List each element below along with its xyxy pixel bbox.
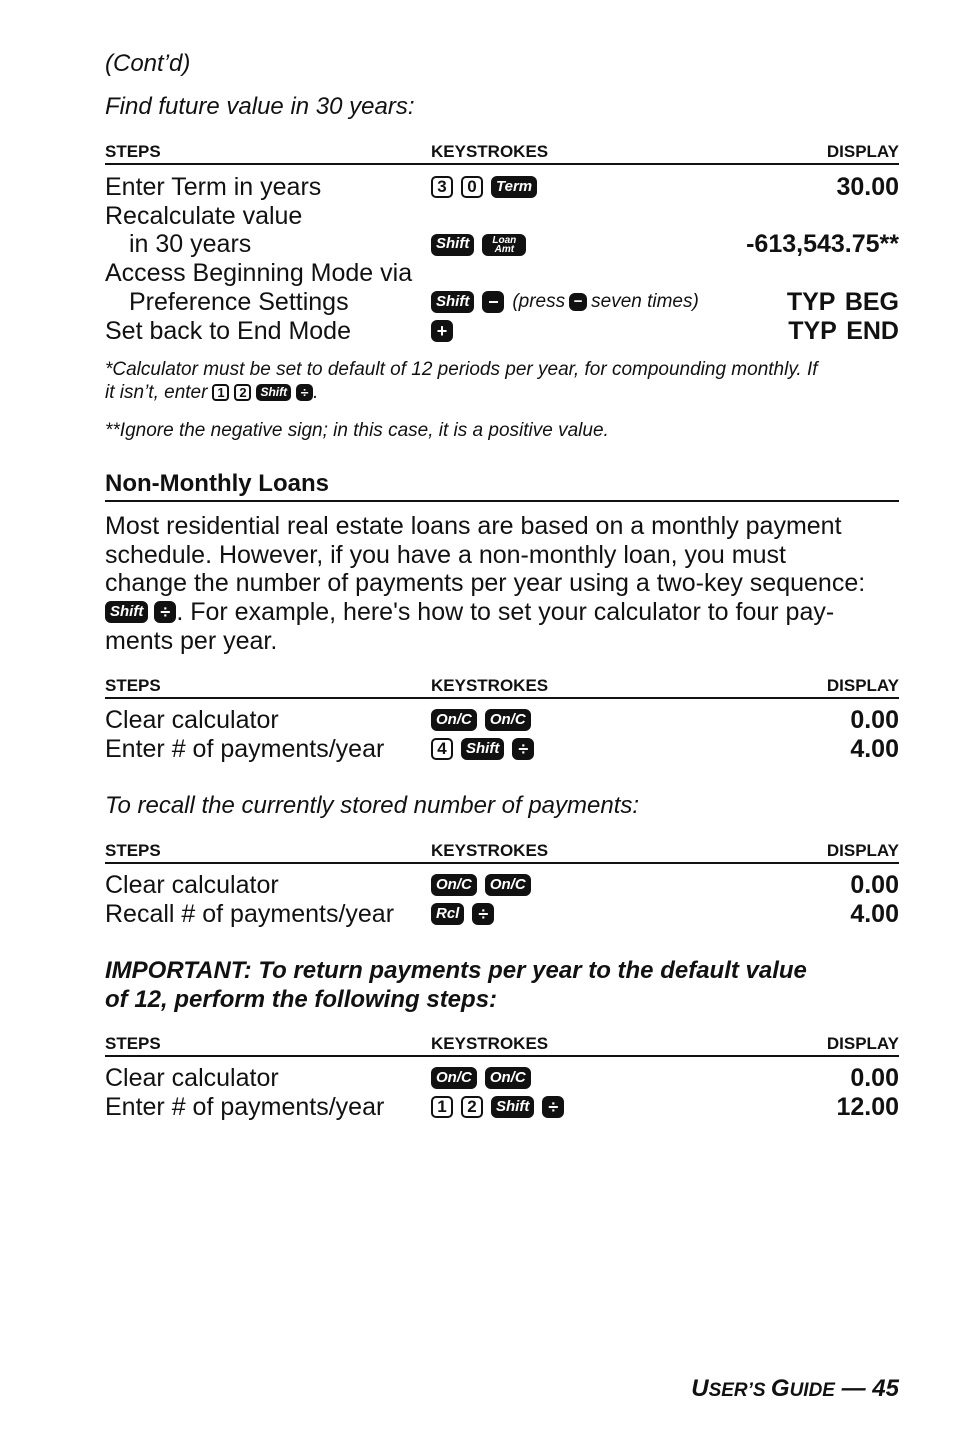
footnote-periods: [105, 358, 899, 404]
intro-future-value: Find future value in 30 years:: [105, 93, 415, 120]
table-row: [105, 1064, 899, 1093]
key-on-c: On/C: [485, 709, 531, 731]
display-value: 4.00: [850, 734, 899, 763]
key-loan-amt: Loan Amt: [482, 234, 526, 256]
table3-header: [105, 841, 899, 864]
footnote-period: .: [313, 382, 319, 403]
display-end: END: [846, 316, 899, 345]
header-steps: STEPS: [105, 142, 161, 161]
table-row: [105, 230, 899, 259]
key-divide: ÷: [296, 384, 313, 401]
para-line: [105, 598, 899, 627]
step-text: Recall # of payments/year: [105, 899, 395, 928]
important-line: IMPORTANT: To return payments per year to the default value: [105, 957, 807, 984]
header-steps: STEPS: [105, 841, 161, 860]
key-plus: +: [431, 320, 453, 342]
key-divide: ÷: [154, 601, 176, 623]
keystrokes: [431, 230, 746, 259]
step-text: Enter # of payments/year: [105, 734, 385, 763]
table-row: [105, 871, 899, 900]
section-paragraph: [105, 512, 899, 656]
display-value: 0.00: [850, 706, 899, 734]
step-text: Enter # of payments/year: [105, 1092, 385, 1121]
key-on-c: On/C: [485, 1067, 531, 1089]
note-pre: (press: [512, 290, 566, 312]
display-value: [787, 288, 899, 317]
key-shift: Shift: [256, 384, 291, 401]
table-row: [105, 259, 899, 288]
para-line: schedule. However, if you have a non-monthly loan, you must: [105, 540, 786, 569]
step-text: Recalculate value: [105, 201, 303, 230]
table-row: [105, 900, 899, 929]
para-line: change the number of payments per year using a two-key sequence:: [105, 569, 866, 598]
step-text: Access Beginning Mode via: [105, 259, 413, 288]
footnote-line1: *Calculator must be set to default of 12 periods per year, for compounding monthly. If: [105, 359, 818, 380]
key-shift: Shift: [491, 1096, 534, 1118]
section-title: Non-Monthly Loans: [105, 470, 899, 502]
important-note: [105, 956, 899, 1014]
header-display: DISPLAY: [826, 841, 899, 860]
note-post: seven times): [591, 290, 699, 312]
key-minus-small: −: [569, 293, 587, 311]
step-text: Enter Term in years: [105, 173, 322, 201]
header-display: DISPLAY: [826, 676, 899, 695]
key-minus: −: [482, 291, 504, 313]
keystrokes: [431, 706, 850, 735]
key-1: 1: [431, 1096, 453, 1118]
intro-recall: To recall the currently stored number of payments:: [105, 792, 640, 819]
para-text: . For example, here's how to set your calculator to four pay-: [176, 598, 835, 627]
table-row: [105, 735, 899, 764]
table4-header: [105, 1034, 899, 1057]
key-on-c: On/C: [485, 874, 531, 896]
key-divide: ÷: [512, 738, 534, 760]
key-2: 2: [234, 384, 251, 401]
footer-part: UIDE: [789, 1380, 835, 1401]
header-keystrokes: KEYSTROKES: [431, 142, 549, 161]
step-text: Clear calculator: [105, 871, 279, 899]
display-value: 12.00: [836, 1092, 899, 1121]
display-value: 0.00: [850, 871, 899, 899]
keystrokes: [431, 900, 850, 929]
header-display: DISPLAY: [826, 142, 899, 161]
table-row: [105, 173, 899, 202]
key-on-c: On/C: [431, 1067, 477, 1089]
keystrokes: [431, 173, 836, 202]
header-steps: STEPS: [105, 1034, 161, 1053]
key-shift: Shift: [461, 738, 504, 760]
key-4: 4: [431, 738, 453, 760]
display-value: 0.00: [850, 1064, 899, 1092]
table2-header: [105, 676, 899, 699]
display-typ: TYP: [786, 287, 836, 316]
key-3: 3: [431, 176, 453, 198]
display-value: -613,543.75**: [746, 230, 899, 259]
table-row: [105, 202, 899, 231]
key-shift: Shift: [105, 601, 148, 623]
key-term: Term: [491, 176, 537, 198]
keystrokes: [431, 735, 850, 764]
step-text: Clear calculator: [105, 706, 279, 734]
footer-part: G: [770, 1375, 790, 1402]
key-divide: ÷: [472, 903, 494, 925]
display-beg: BEG: [844, 287, 899, 316]
key-0: 0: [461, 176, 483, 198]
step-text: in 30 years: [129, 230, 252, 259]
display-typ: TYP: [788, 316, 837, 345]
table3-body: [105, 871, 899, 928]
footnote-text: it isn’t, enter: [105, 382, 208, 403]
page-footer: [691, 1375, 899, 1403]
header-display: DISPLAY: [826, 1034, 899, 1053]
display-value: [788, 317, 899, 346]
table-row: [105, 1093, 899, 1122]
keystrokes: [431, 1064, 850, 1093]
key-1: 1: [212, 384, 229, 401]
footer-part: U: [691, 1375, 709, 1402]
table2-body: [105, 706, 899, 763]
footer-part: ’S: [747, 1380, 771, 1401]
para-line: Most residential real estate loans are based on a monthly payment: [105, 512, 842, 540]
display-value: 4.00: [850, 899, 899, 928]
keystrokes: [431, 317, 788, 346]
key-shift: Shift: [431, 291, 474, 313]
step-text: Set back to End Mode: [105, 316, 351, 345]
key-on-c: On/C: [431, 709, 477, 731]
keystrokes: [431, 288, 787, 317]
table1-body: [105, 173, 899, 345]
cont-label: (Cont’d): [105, 50, 191, 77]
key-divide: ÷: [542, 1096, 564, 1118]
header-keystrokes: KEYSTROKES: [431, 1034, 549, 1053]
keystrokes: [431, 1093, 836, 1122]
table-row: [105, 706, 899, 735]
footnote-line2: [105, 381, 899, 404]
key-shift: Shift: [431, 234, 474, 256]
keystrokes: [431, 871, 850, 900]
header-keystrokes: KEYSTROKES: [431, 841, 549, 860]
step-text: Clear calculator: [105, 1064, 279, 1092]
key-rcl: Rcl: [431, 903, 464, 925]
key-on-c: On/C: [431, 874, 477, 896]
para-line: ments per year.: [105, 626, 278, 655]
keystroke-note: [512, 288, 699, 317]
table-row: [105, 288, 899, 317]
key-2: 2: [461, 1096, 483, 1118]
important-line: of 12, perform the following steps:: [105, 986, 498, 1013]
header-keystrokes: KEYSTROKES: [431, 676, 549, 695]
header-steps: STEPS: [105, 676, 161, 695]
display-value: 30.00: [836, 173, 899, 201]
table1-header: [105, 142, 899, 165]
table4-body: [105, 1064, 899, 1121]
footnote-negative: **Ignore the negative sign; in this case, it is a positive value.: [105, 420, 609, 441]
step-text: Preference Settings: [129, 287, 349, 316]
page-number: — 45: [834, 1375, 899, 1402]
footer-part: SER: [708, 1380, 748, 1401]
table-row: [105, 317, 899, 346]
